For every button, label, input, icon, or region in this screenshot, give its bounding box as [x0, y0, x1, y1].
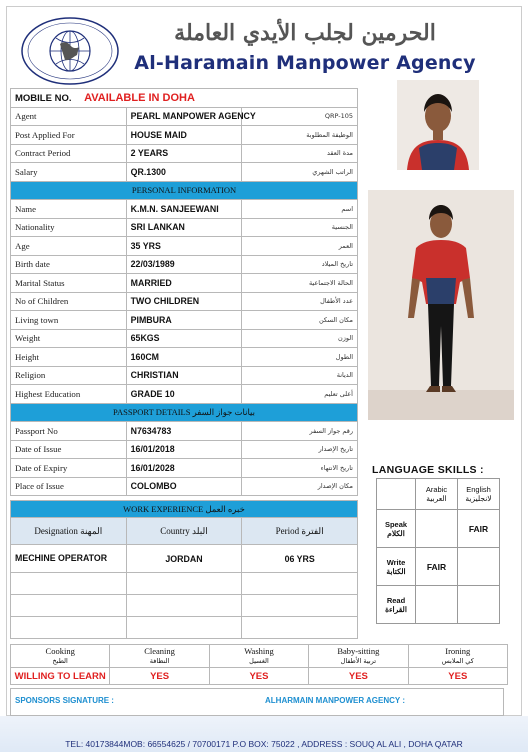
personal-row [11, 329, 358, 348]
personal-row [11, 385, 358, 404]
language-skill-label: Write الكتابة [377, 548, 416, 586]
field-label-arabic: رقم جواز السفر [242, 422, 358, 441]
field-label-arabic: عدد الأطفال [242, 292, 358, 311]
field-value: QR.1300 [126, 163, 242, 182]
passport-row [11, 440, 358, 459]
field-label: Date of Expiry [11, 459, 127, 478]
field-value: K.M.N. SANJEEWANI [126, 200, 242, 219]
agency-title-arabic: الحرمين لجلب الأيدي العاملة [174, 20, 436, 46]
work-empty-row [11, 573, 358, 595]
skill-name-arabic: كي الملابس [441, 657, 474, 665]
field-label-arabic: الطول [242, 348, 358, 367]
mobile-cell [11, 89, 358, 108]
skill-name: Ironing [445, 646, 471, 656]
passport-row [11, 477, 358, 496]
field-label: Salary [11, 163, 127, 182]
field-label: Religion [11, 366, 127, 385]
field-label-arabic: تاريخ الانتهاء [242, 459, 358, 478]
col-arabic: Arabic العربية [416, 479, 458, 510]
work-experience-header: WORK EXPERIENCE خبره العمل [11, 501, 358, 518]
info-row [11, 107, 358, 126]
skill-value: WILLING TO LEARN [11, 668, 110, 685]
language-skill-label: Speak الكلام [377, 510, 416, 548]
skill-name-cell [11, 645, 110, 668]
field-value: HOUSE MAID [126, 126, 242, 145]
info-row [11, 163, 358, 182]
field-label: No of Children [11, 292, 127, 311]
field-label: Living town [11, 311, 127, 330]
field-label-arabic: الوزن [242, 329, 358, 348]
field-value: 22/03/1989 [126, 255, 242, 274]
field-label-arabic: العمر [242, 237, 358, 256]
field-label-arabic: تاريخ الإصدار [242, 440, 358, 459]
field-label: Date of Issue [11, 440, 127, 459]
field-label-arabic: مكان الإصدار [242, 477, 358, 496]
field-label: Weight [11, 329, 127, 348]
household-skills-table [10, 644, 508, 685]
col-english: English لانجليزية [458, 479, 500, 510]
skill-name-cell [110, 645, 209, 668]
mobile-row [11, 89, 358, 108]
field-value: COLOMBO [126, 477, 242, 496]
personal-row [11, 237, 358, 256]
field-value: 35 YRS [126, 237, 242, 256]
work-columns-row [11, 518, 358, 545]
field-label: Height [11, 348, 127, 367]
field-label: Highest Education [11, 385, 127, 404]
field-label-arabic: تاريخ الميلاد [242, 255, 358, 274]
english-level: FAIR [458, 510, 500, 548]
mobile-label: MOBILE NO. [15, 92, 72, 104]
personal-row [11, 292, 358, 311]
skills-header-row [11, 645, 508, 668]
english-level [458, 586, 500, 624]
work-experience-table [10, 500, 358, 639]
field-label-arabic: مكان السكن [242, 311, 358, 330]
personal-row [11, 200, 358, 219]
applicant-info-table [10, 88, 358, 496]
field-value: PEARL MANPOWER AGENCY [126, 107, 242, 126]
agency-logo-globe-icon [20, 16, 120, 86]
field-value: SRI LANKAN [126, 218, 242, 237]
skill-name-cell [209, 645, 308, 668]
field-label: Birth date [11, 255, 127, 274]
field-value: TWO CHILDREN [126, 292, 242, 311]
footer-contact-text: TEL: 40173844MOB: 66554625 / 70700171 P.O BOX: 75022 , ADDRESS : SOUQ AL ALI , DOHA QATAR [65, 739, 463, 749]
arabic-level: FAIR [416, 548, 458, 586]
skill-value: YES [408, 668, 507, 685]
work-designation: MECHINE OPERATOR [11, 545, 127, 573]
personal-info-header: PERSONAL INFORMATION [11, 181, 358, 200]
skill-name-arabic: الطبخ [52, 657, 68, 665]
field-value: N7634783 [126, 422, 242, 441]
field-label: Nationality [11, 218, 127, 237]
skill-name-cell [309, 645, 408, 668]
field-value: GRADE 10 [126, 385, 242, 404]
personal-row [11, 218, 358, 237]
language-skill-row [377, 586, 500, 624]
personal-row [11, 311, 358, 330]
field-label: Contract Period [11, 144, 127, 163]
mobile-value: AVAILABLE IN DOHA [84, 91, 195, 104]
arabic-level [416, 510, 458, 548]
field-label: Marital Status [11, 274, 127, 293]
field-label: Post Applied For [11, 126, 127, 145]
field-label-arabic: اسم [242, 200, 358, 219]
work-empty-row [11, 617, 358, 639]
skill-value: YES [209, 668, 308, 685]
skill-name: Cooking [45, 646, 75, 656]
field-label-arabic: QRP-105 [242, 107, 358, 126]
field-value: MARRIED [126, 274, 242, 293]
skill-name: Cleaning [144, 646, 175, 656]
field-value: 65KGS [126, 329, 242, 348]
skill-name-arabic: تربية الأطفال [340, 657, 377, 665]
passport-row [11, 459, 358, 478]
field-value: 16/01/2018 [126, 440, 242, 459]
arabic-level [416, 586, 458, 624]
field-label: Name [11, 200, 127, 219]
field-label-arabic: مدة العقد [242, 144, 358, 163]
work-experience-row [11, 545, 358, 573]
applicant-full-body-photo [368, 190, 514, 420]
field-label: Passport No [11, 422, 127, 441]
info-row [11, 144, 358, 163]
agency-signature-label: ALHARMAIN MANPOWER AGENCY : [265, 696, 405, 705]
skill-name: Washing [244, 646, 274, 656]
field-label-arabic: الجنسية [242, 218, 358, 237]
field-value: PIMBURA [126, 311, 242, 330]
skills-values-row [11, 668, 508, 685]
language-skill-row [377, 510, 500, 548]
field-label-arabic: الديانة [242, 366, 358, 385]
skill-name-cell [408, 645, 507, 668]
personal-row [11, 348, 358, 367]
personal-row [11, 274, 358, 293]
field-label: Place of Issue [11, 477, 127, 496]
personal-row [11, 255, 358, 274]
field-label: Age [11, 237, 127, 256]
skill-value: YES [110, 668, 209, 685]
language-skill-row [377, 548, 500, 586]
field-value: 160CM [126, 348, 242, 367]
sponsor-signature-label: SPONSORS SIGNATURE : [15, 696, 114, 705]
signature-box [10, 688, 504, 716]
info-row [11, 126, 358, 145]
field-label-arabic: الراتب الشهري [242, 163, 358, 182]
col-country: Country البلد [126, 518, 242, 545]
language-skills-title: LANGUAGE SKILLS : [372, 464, 484, 476]
language-skill-label: Read القراءة [377, 586, 416, 624]
field-value: 2 YEARS [126, 144, 242, 163]
col-period: Period الفترة [242, 518, 358, 545]
agency-title-english: Al-Haramain Manpower Agency [134, 52, 476, 74]
field-label: Agent [11, 107, 127, 126]
personal-row [11, 366, 358, 385]
field-label-arabic: الوظيفة المطلوبة [242, 126, 358, 145]
field-value: 16/01/2028 [126, 459, 242, 478]
field-label-arabic: أعلى تعليم [242, 385, 358, 404]
language-skills-table [376, 478, 500, 624]
english-level [458, 548, 500, 586]
skill-name-arabic: النظافة [149, 657, 170, 665]
work-country: JORDAN [126, 545, 242, 573]
field-label-arabic: الحالة الاجتماعية [242, 274, 358, 293]
work-empty-row [11, 595, 358, 617]
skill-value: YES [309, 668, 408, 685]
passport-row [11, 422, 358, 441]
field-value: CHRISTIAN [126, 366, 242, 385]
language-header-row [377, 479, 500, 510]
skill-name-arabic: الغسيل [249, 657, 269, 665]
work-period: 06 YRS [242, 545, 358, 573]
passport-details-header: PASSPORT DETAILS بيانات جواز السفر [11, 403, 358, 422]
col-designation: Designation المهنة [11, 518, 127, 545]
skill-name: Baby-sitting [337, 646, 380, 656]
applicant-portrait-photo [397, 80, 479, 170]
